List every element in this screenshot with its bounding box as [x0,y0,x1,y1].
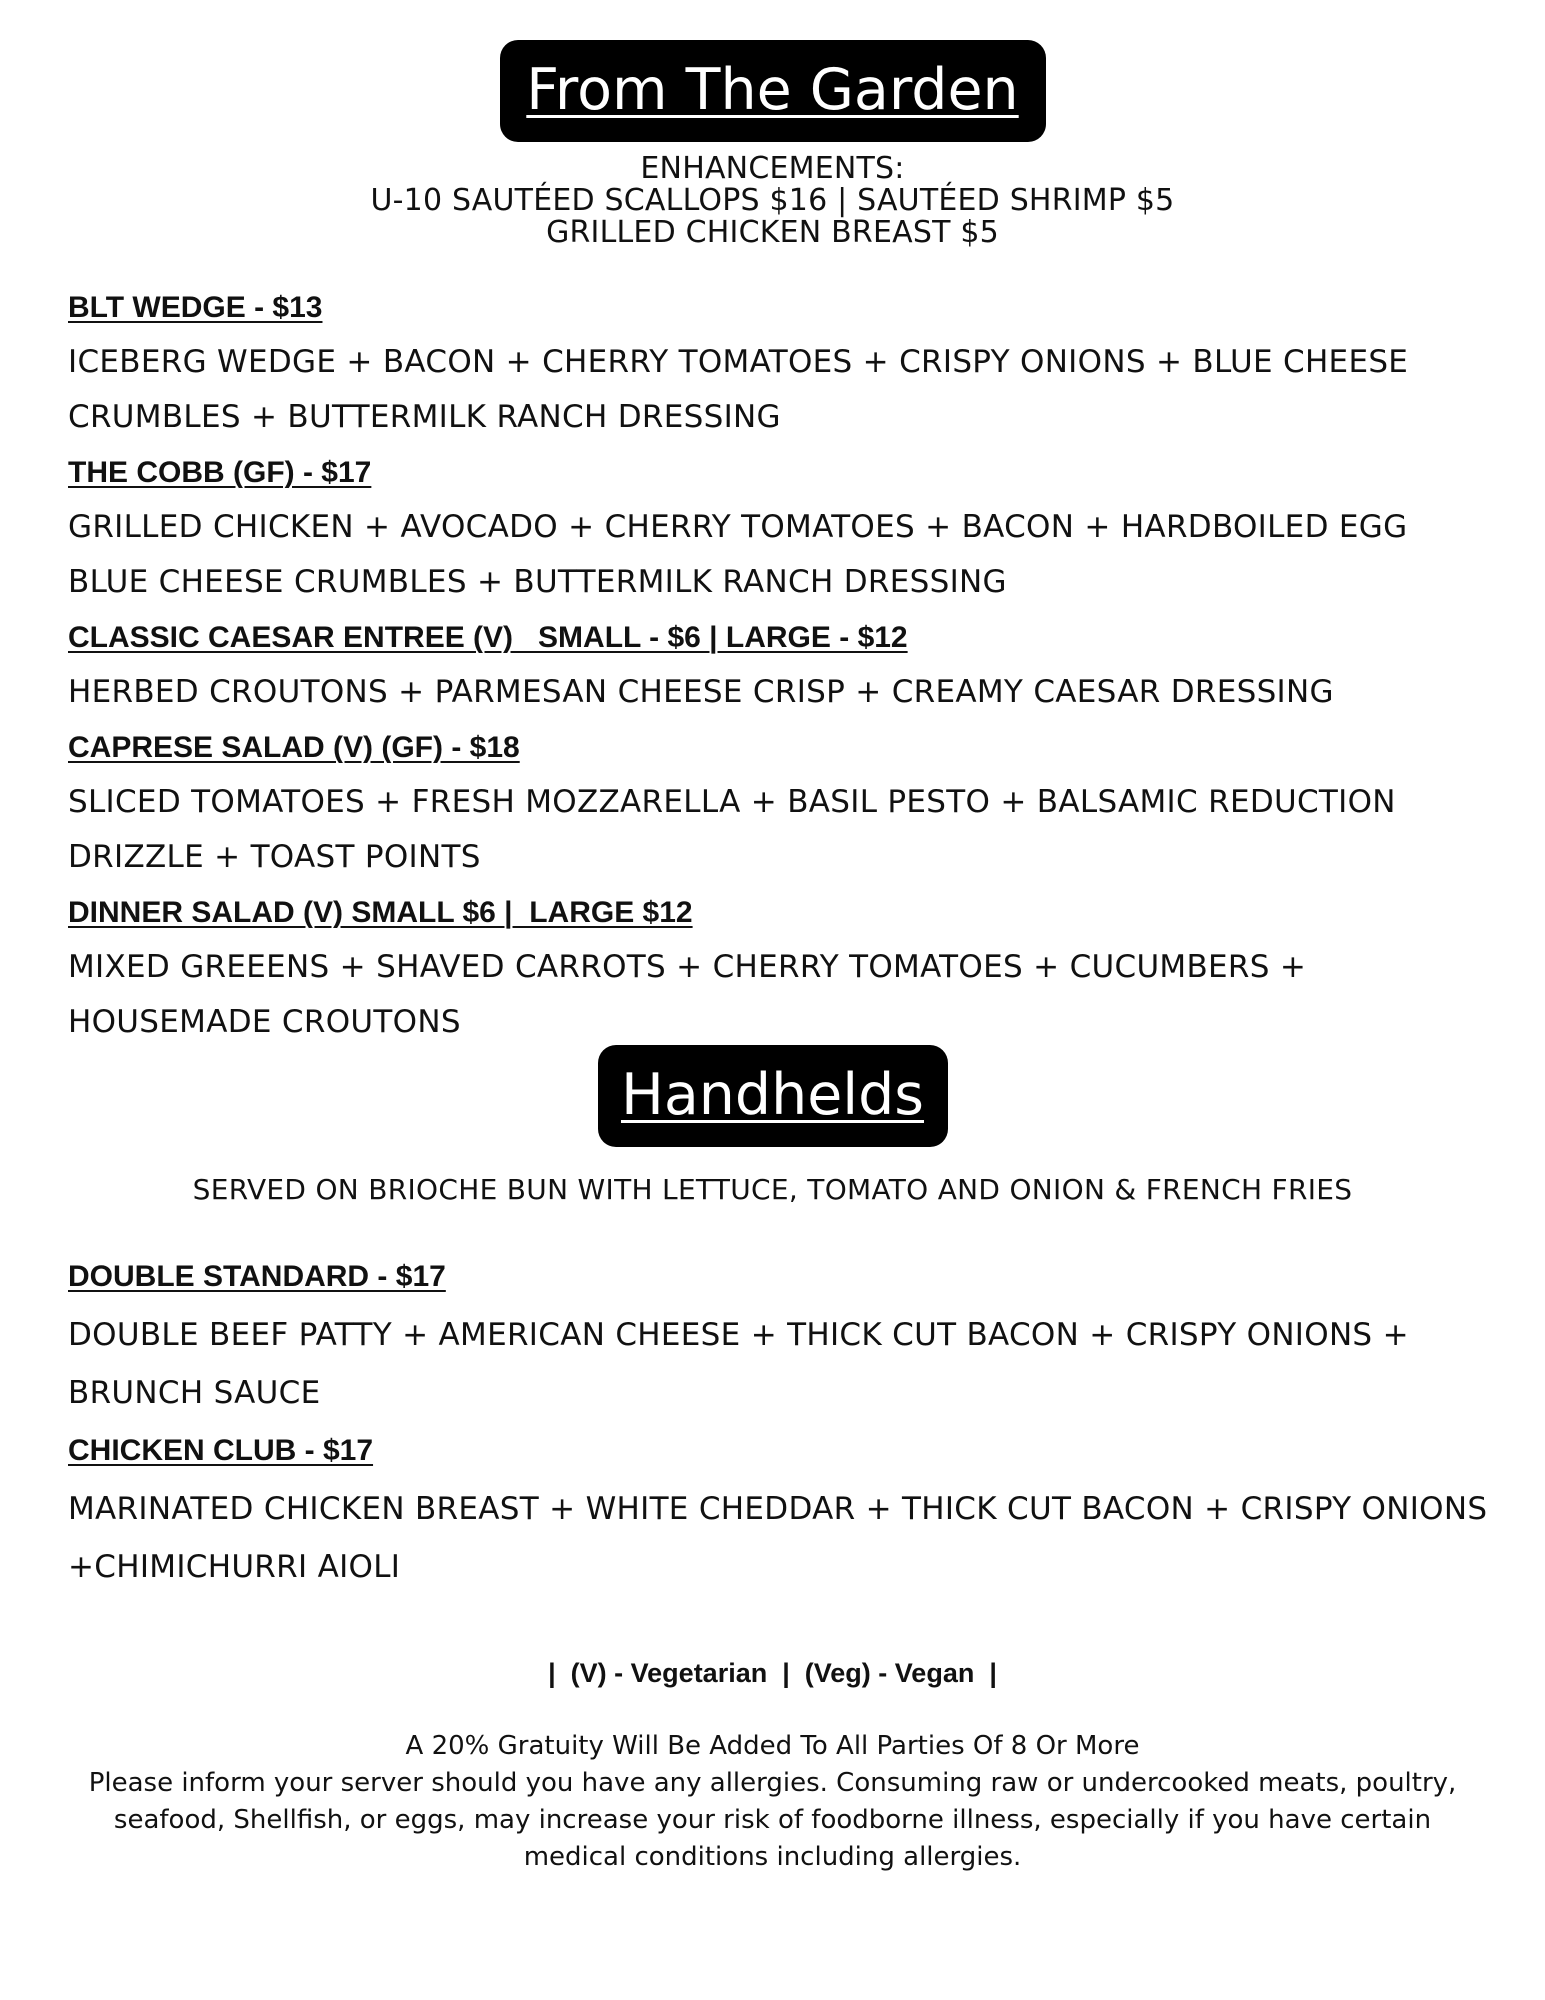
menu-item-description: +CHIMICHURRI AIOLI [68,1549,401,1585]
menu-item-title: THE COBB (GF) - $17 [68,456,372,489]
menu-item-description: DOUBLE BEEF PATTY + AMERICAN CHEESE + THICK CUT BACON + CRISPY ONIONS + [68,1317,1409,1353]
section-title-garden: From The Garden [500,40,1046,142]
menu-item [68,280,1508,445]
menu-item-description: BLUE CHEESE CRUMBLES + BUTTERMILK RANCH DRESSING [68,564,1007,600]
menu-item-description: HERBED CROUTONS + PARMESAN CHEESE CRISP + CREAMY CAESAR DRESSING [68,674,1334,710]
menu-item-title: CHICKEN CLUB - $17 [68,1434,374,1467]
served-note: SERVED ON BRIOCHE BUN WITH LETTUCE, TOMATO AND ONION & FRENCH FRIES [192,1173,1353,1206]
menu-item-title: DINNER SALAD (V) SMALL $6 | LARGE $12 [68,896,693,929]
menu-item-description: BRUNCH SAUCE [68,1375,321,1411]
enhancements-line: GRILLED CHICKEN BREAST $5 [546,215,999,250]
menu-item-title: CAPRESE SALAD (V) (GF) - $18 [68,731,520,764]
menu-item [68,445,1508,610]
menu-item-description: CRUMBLES + BUTTERMILK RANCH DRESSING [68,399,781,435]
menu-item-description: HOUSEMADE CROUTONS [68,1004,461,1040]
allergy-note: Please inform your server should you have any allergies. Consuming raw or undercooked meats, poultry, seafood, Shellfish, or eggs, may increase your risk of foodborne illness, especially if you have certain medical conditions including allergies. [88,1768,1457,1872]
dietary-legend: | (V) - Vegetarian | (Veg) - Vegan | [548,1658,997,1688]
gratuity-note: A 20% Gratuity Will Be Added To All Parties Of 8 Or More [405,1731,1140,1761]
menu-item-title: DOUBLE STANDARD - $17 [68,1260,446,1293]
menu-item-description: GRILLED CHICKEN + AVOCADO + CHERRY TOMATOES + BACON + HARDBOILED EGG [68,509,1408,545]
enhancements-line: U-10 SAUTÉED SCALLOPS $16 | SAUTÉED SHRIMP $5 [370,183,1175,218]
menu-item [68,610,1508,720]
menu-item [68,1248,1508,1422]
menu-item-description: DRIZZLE + TOAST POINTS [68,839,481,875]
menu-item [68,885,1508,1050]
menu-item-title: BLT WEDGE - $13 [68,291,323,324]
section-title-handhelds: Handhelds [598,1045,948,1147]
menu-item-description: MIXED GREEENS + SHAVED CARROTS + CHERRY TOMATOES + CUCUMBERS + [68,949,1307,985]
menu-item-description: ICEBERG WEDGE + BACON + CHERRY TOMATOES + CRISPY ONIONS + BLUE CHEESE [68,344,1409,380]
menu-item [68,1422,1508,1596]
menu-item-title: CLASSIC CAESAR ENTREE (V) SMALL - $6 | LARGE - $12 [68,621,908,654]
enhancements-heading: ENHANCEMENTS: [640,151,905,186]
footer-notice [60,1728,1485,1876]
menu-item-description: MARINATED CHICKEN BREAST + WHITE CHEDDAR + THICK CUT BACON + CRISPY ONIONS [68,1491,1488,1527]
garden-menu-list [68,280,1508,1050]
menu-item [68,720,1508,885]
enhancements [0,153,1545,249]
menu-item-description: SLICED TOMATOES + FRESH MOZZARELLA + BASIL PESTO + BALSAMIC REDUCTION [68,784,1396,820]
handhelds-menu-list [68,1248,1508,1596]
